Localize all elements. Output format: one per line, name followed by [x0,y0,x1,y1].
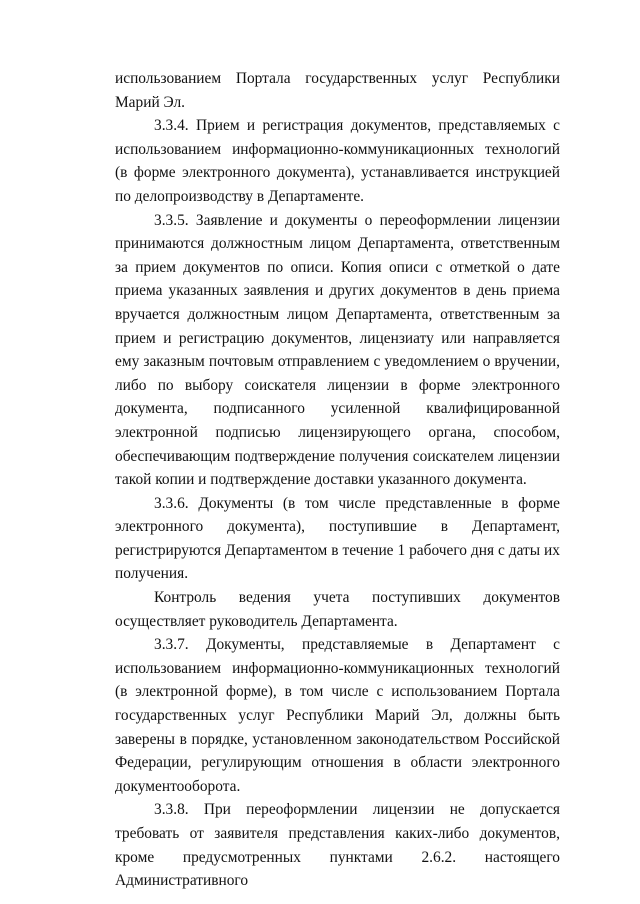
paragraph-continuation: использованием Портала государственных услуг Республики Марий Эл. [115,70,560,111]
paragraph-3-3-4: 3.3.4. Прием и регистрация документов, представляемых с использованием информационно-коммуникационных технологий (в форме электронного документа), устанавливается инструкцией по делопроизводству в Департаменте. [115,117,560,205]
paragraph-control: Контроль ведения учета поступивших документов осуществляет руководитель Департамента. [115,589,560,630]
paragraph-3-3-8: 3.3.8. При переоформлении лицензии не допускается требовать от заявителя представления каких-либо документов, кроме предусмотренных пунктами 2.6.2. настоящего Административного [115,801,560,890]
document-body [115,67,560,893]
paragraph-3-3-5: 3.3.5. Заявление и документы о переоформлении лицензии принимаются должностным лицом Департамента, ответственным за прием документов по описи. Копия описи с отметкой о дате приема указанных заявления и других документов в день приема вручается должностным лицом Департамента, ответственным за прием и регистрацию документов, лицензиату или направляется ему заказным почтовым отправлением с уведомлением о вручении, либо по выбору соискателя лицензии в форме электронного документа, подписанного усиленной квалифицированной электронной подписью лицензирующего органа, способом, обеспечивающим подтверждение получения соискателем лицензии такой копии и подтверждение доставки указанного документа. [115,211,560,489]
paragraph-3-3-7: 3.3.7. Документы, представляемые в Департамент с использованием информационно-коммуникационных технологий (в электронной форме), в том числе с использованием Портала государственных услуг Республики Марий Эл, должны быть заверены в порядке, установленном законодательством Российской Федерации, регулирующим отношения в области электронного документооборота. [115,636,560,795]
paragraph-3-3-6: 3.3.6. Документы (в том числе представленные в форме электронного документа), поступившие в Департамент, регистрируются Департаментом в течение 1 рабочего дня с даты их получения. [115,494,560,583]
